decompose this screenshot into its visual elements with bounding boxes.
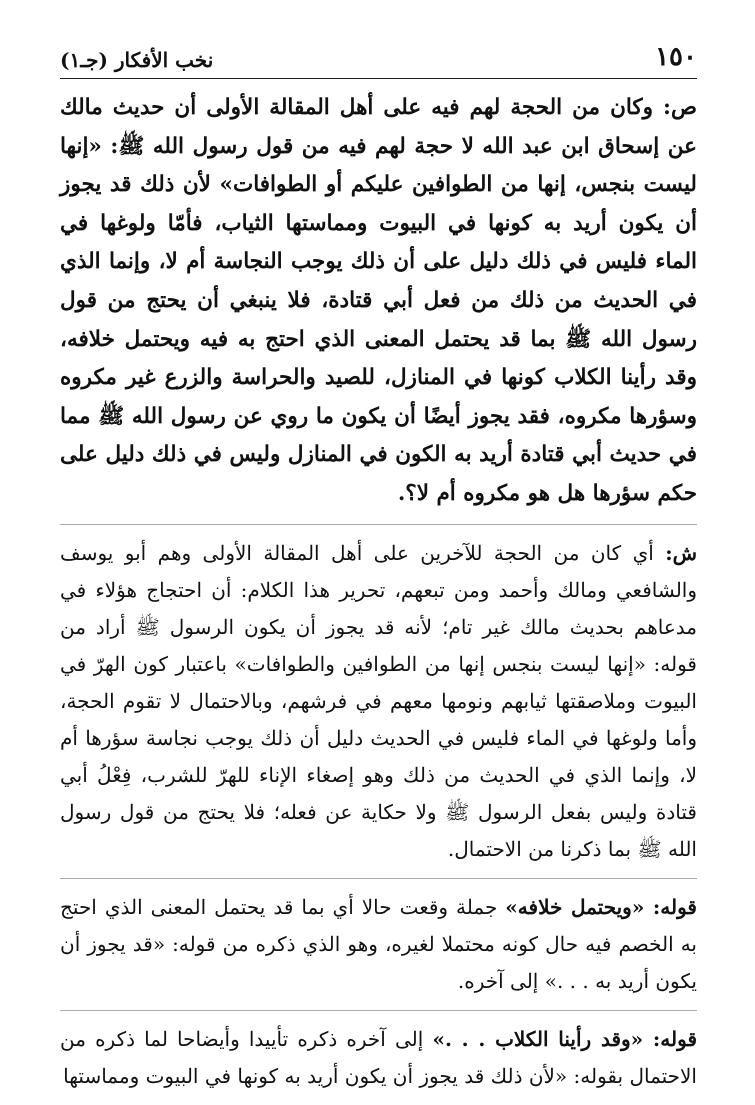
book-title: نخب الأفكار (جـ١) (60, 48, 214, 72)
main-text-paragraph (60, 89, 697, 514)
note-body: جملة وقعت حالا أي بما قد يحتمل المعنى الذي احتج به الخصم فيه حال كونه محتملا لغيره، وهو الذي ذكره من قوله: «قد يجوز أن يكون أريد به . . .» إلى آخره. (60, 894, 697, 993)
header-rule (60, 78, 697, 79)
section-separator (60, 878, 697, 879)
note-paragraph (60, 1021, 697, 1095)
sharh-label: ش: (665, 540, 697, 565)
note-paragraph (60, 889, 697, 1000)
section-separator (60, 524, 697, 525)
section-separator (60, 1010, 697, 1011)
note-label: قوله: «ويحتمل خلافه» (505, 894, 697, 919)
sharh-paragraph (60, 535, 697, 868)
page-number: ١٥٠ (655, 42, 697, 72)
sharh-body: أي كان من الحجة للآخرين على أهل المقالة الأولى وهم أبو يوسف والشافعي ومالك وأحمد ومن تبعهم، تحرير هذا الكلام: أن احتجاج هؤلاء في مدعاهم بحديث مالك غير تام؛ لأنه قد يجوز أن يكون الرسول ﷺ أراد من قوله: «إنها ليست بنجس إنها من الطوافين والطوافات» باعتبار كون الهرّ في البيوت وملاصقتها ثيابهم ونومها معهم في فرشهم، وبالاحتمال لا تقوم الحجة، وأما ولوغها في الماء فليس في الحديث دليل أن ذلك يوجب نجاسة سؤرها أم لا، وإنما الذي في الحديث من ذلك وهو إصغاء الإناء للهرّ للشرب، فِعْلُ أبي قتادة وليس بفعل الرسول ﷺ ولا حكاية عن فعله؛ فلا يحتج من قول رسول الله ﷺ بما ذكرنا من الاحتمال. (60, 540, 697, 861)
note-body: إلى آخره ذكره تأييدا وأيضاحا لما ذكره من الاحتمال بقوله: «لأن ذلك قد يجوز أن يكون أريد به كونها في البيوت ومماستها (60, 1026, 697, 1088)
note-label: قوله: «وقد رأينا الكلاب . . .» (432, 1026, 698, 1051)
main-text-body: وكان من الحجة لهم فيه على أهل المقالة الأولى أن حديث مالك عن إسحاق ابن عبد الله لا حجة لهم فيه من قول رسول الله ﷺ: «إنها ليست بنجس، إنها من الطوافين عليكم أو الطوافات» لأن ذلك قد يجوز أن يكون أريد به كونها في البيوت ومماستها الثياب، فأمّا ولوغها في الماء فليس في ذلك دليل على أن ذلك يوجب النجاسة أم لا، وإنما الذي في الحديث من ذلك من فعل أبي قتادة، فلا ينبغي أن يحتج من قول رسول الله ﷺ بما قد يحتمل المعنى الذي احتج به فيه ويحتمل خلافه، وقد رأينا الكلاب كونها في المنازل، للصيد والحراسة والزرع غير مكروه وسؤرها مكروه، فقد يجوز أيضًا أن يكون ما روي عن رسول الله ﷺ مما في حديث أبي قتادة أريد به الكون في المنازل وليس في ذلك دليل على حكم سؤرها هل هو مكروه أم لا؟. (60, 95, 697, 506)
page-header (60, 38, 697, 72)
main-text-label: ص: (663, 95, 697, 120)
